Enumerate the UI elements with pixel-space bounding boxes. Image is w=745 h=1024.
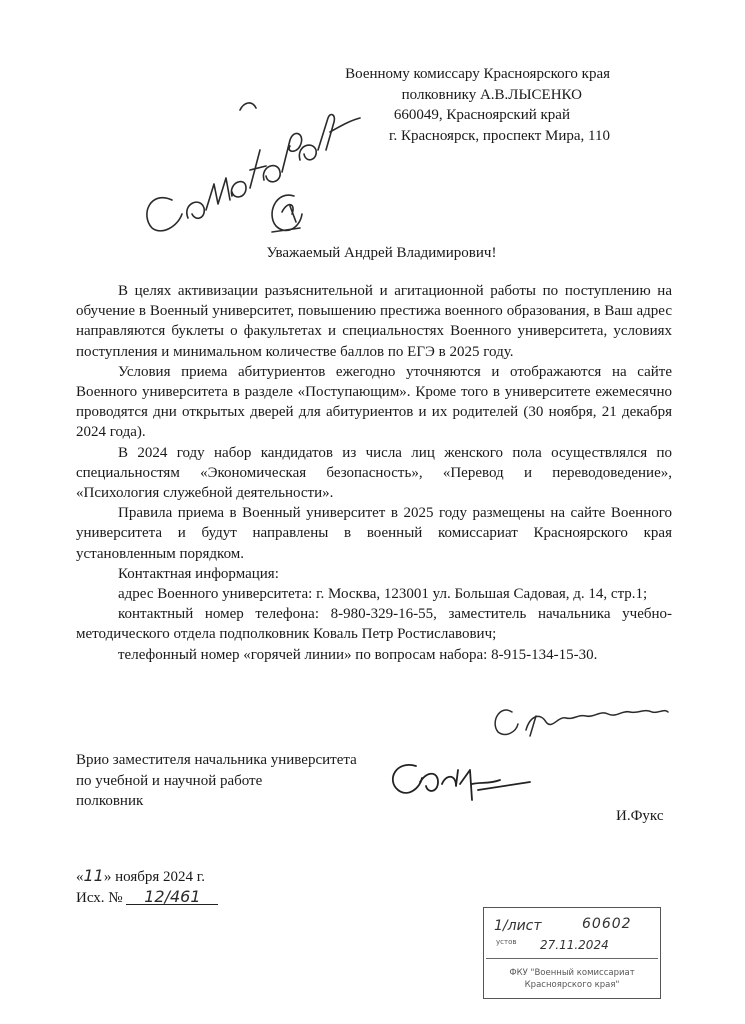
- outgoing-number: Исх. № 12/461: [76, 888, 218, 909]
- body-paragraph: Правила приема в Военный университет в 2025 году размещены на сайте Военного университета и будут направлены в военный комиссариат Красноярского края установленным порядком.: [76, 505, 672, 562]
- stamp-reg-number: 60602: [582, 916, 632, 932]
- outgoing-number-value: 12/461: [126, 889, 218, 905]
- body-paragraph: телефонный номер «горячей линии» по вопросам набора: 8-915-134-15-30.: [118, 646, 598, 663]
- signer-title-line: по учебной и научной работе: [76, 772, 263, 789]
- body-paragraph: Условия приема абитуриентов ежегодно уточняются и отображаются на сайте Военного университета в разделе «Поступающим». Кроме того в университете ежемесячно проводятся дни открытых дверей для абитуриентов и их родителей (30 ноября, 21 декабря 2024 года).: [76, 363, 672, 441]
- salutation: Уважаемый Андрей Владимирович!: [266, 245, 497, 261]
- addressee-line: 660049, Красноярский край: [393, 107, 570, 123]
- stamp-copies: 1/лист: [494, 918, 542, 934]
- date-and-number: [76, 865, 218, 909]
- body-paragraph: В целях активизации разъяснительной и агитационной работы по поступлению на обучение в Военный университет, повышению престижа военного образования, в Ваш адрес направляются буклеты о факультетах и специальностях Военного университета, условиях поступления и минимальном количестве баллов по ЕГЭ в 2025 году.: [76, 283, 672, 360]
- registration-stamp: [483, 907, 661, 999]
- signer-title-line: полковник: [76, 793, 144, 809]
- stamp-organization: ФКУ "Военный комиссариат Красноярского края": [486, 958, 658, 997]
- addressee-line: г. Красноярск, проспект Мира, 110: [389, 127, 610, 144]
- body-paragraph: В 2024 году набор кандидатов из числа лиц женского пола осуществлялся по специальностям «Экономическая безопасность», «Перевод и переводоведение», «Психология служебной деятельности».: [76, 444, 672, 502]
- addressee-block: [300, 64, 610, 146]
- stamp-copies-label: устов: [496, 938, 517, 946]
- signer-name: И.Фукс: [616, 808, 664, 824]
- letter-body: [76, 281, 672, 665]
- addressee-line: полковнику А.В.ЛЫСЕНКО: [401, 86, 582, 103]
- signature-block: [76, 750, 676, 812]
- date-day: 11: [83, 866, 104, 885]
- stamp-reg-date: 27.11.2024: [540, 938, 609, 952]
- body-paragraph: контактный номер телефона: 8-980-329-16-55, заместитель начальника учебно-методического отдела подполковник Коваль Петр Ростиславович;: [76, 606, 672, 643]
- body-paragraph: адрес Военного университета: г. Москва, 123001 ул. Большая Садовая, д. 14, стр.1;: [118, 586, 648, 603]
- signer-title-line: Врио заместителя начальника университета: [76, 752, 357, 768]
- body-paragraph: Контактная информация:: [118, 565, 279, 582]
- addressee-line: Военному комиссару Красноярского края: [345, 66, 610, 82]
- stamp-top-row: [490, 916, 654, 940]
- letter-date: «11» ноября 2024 г.: [76, 866, 205, 885]
